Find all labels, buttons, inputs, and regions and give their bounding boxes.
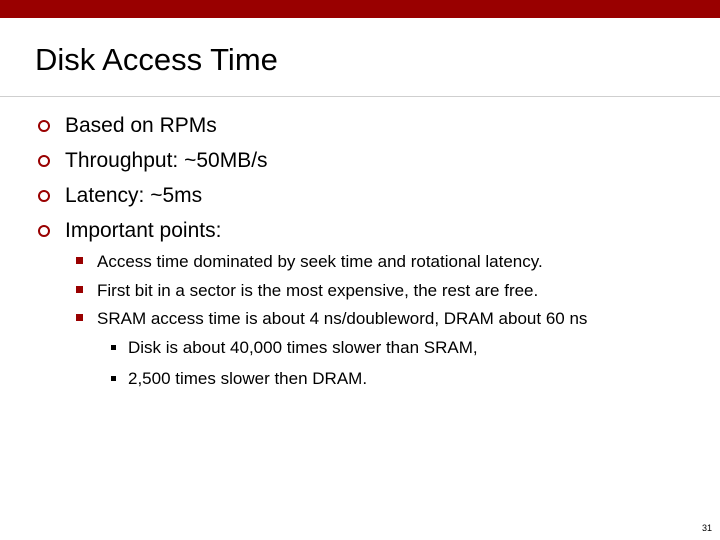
small-square-bullet-icon [111, 345, 116, 350]
bullet-text: Latency: ~5ms [65, 184, 203, 207]
page-number: 31 [701, 523, 712, 533]
sub-bullet-text: Access time dominated by seek time and rotational latency. [97, 252, 543, 271]
bullet-text: Important points: [65, 219, 222, 242]
sub-bullet-text: SRAM access time is about 4 ns/doubleword, DRAM about 60 ns [97, 309, 588, 328]
ring-bullet-icon [38, 120, 50, 132]
small-square-bullet-icon [111, 376, 116, 381]
header-accent-bar [0, 0, 720, 18]
square-bullet-icon [76, 257, 83, 264]
sub-sub-bullet-text: Disk is about 40,000 times slower than SRAM, [128, 338, 478, 357]
ring-bullet-icon [38, 155, 50, 167]
bullet-text: Based on RPMs [65, 114, 217, 137]
slide-title: Disk Access Time [35, 42, 278, 77]
square-bullet-icon [76, 286, 83, 293]
ring-bullet-icon [38, 190, 50, 202]
ring-bullet-icon [38, 225, 50, 237]
title-divider [0, 96, 720, 97]
sub-sub-bullet-text: 2,500 times slower then DRAM. [128, 368, 368, 388]
square-bullet-icon [76, 314, 83, 321]
sub-bullet-text: First bit in a sector is the most expensive, the rest are free. [97, 280, 539, 300]
bullet-text: Throughput: ~50MB/s [65, 149, 268, 172]
